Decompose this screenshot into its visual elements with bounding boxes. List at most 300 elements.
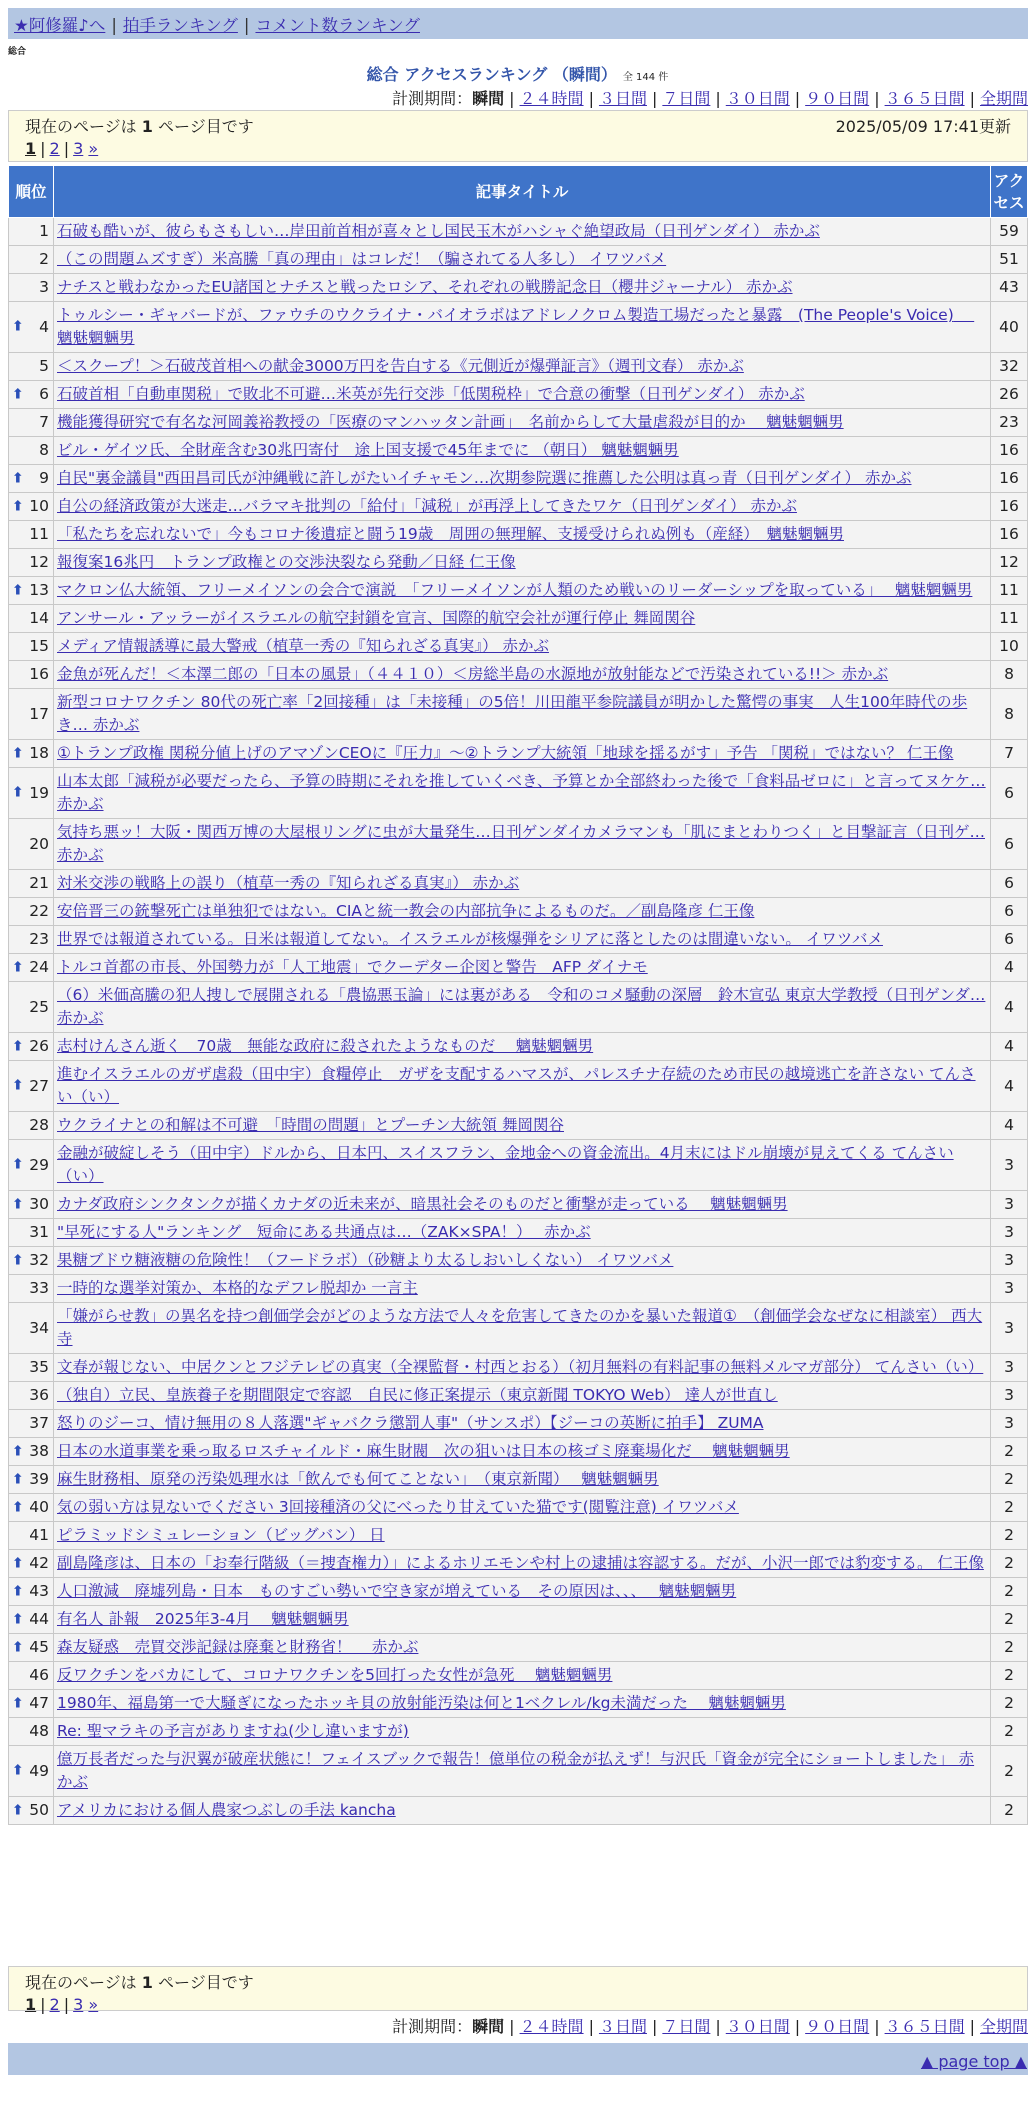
title-cell	[54, 1410, 991, 1438]
access-count: 2	[991, 1522, 1028, 1550]
rank-number: 24	[29, 958, 49, 976]
page-separator: |	[63, 139, 70, 158]
period-separator: |	[794, 2017, 801, 2036]
title-header: 記事タイトル	[54, 166, 991, 218]
page-link[interactable]: 2	[49, 139, 60, 158]
article-link[interactable]: 森友疑惑 売買交渉記録は廃棄と財務省！ 赤かぶ	[57, 1638, 419, 1656]
rank-cell	[9, 819, 54, 870]
rank-cell	[9, 577, 54, 605]
article-link[interactable]: 反ワクチンをバカにして、コロナワクチンを5回打った女性が急死 魑魅魍魎男	[57, 1666, 613, 1684]
article-link[interactable]: 副島隆彦は、日本の「お奉行階級（＝捜査権力）」によるホリエモンや村上の逮捕は容認する。だが、小沢一郎では豹変する。 仁王像	[57, 1554, 984, 1572]
access-count: 6	[991, 819, 1028, 870]
title-cell	[54, 870, 991, 898]
article-link[interactable]: "早死にする人"ランキング 短命にある共通点は…（ZAK×SPA！） 赤かぶ	[57, 1223, 591, 1241]
article-link[interactable]: 機能獲得研究で有名な河岡義裕教授の「医療のマンハッタン計画」 名前からして大量虐殺が目的か 魑魅魍魎男	[57, 413, 844, 431]
rank-number: 36	[29, 1386, 49, 1404]
rank-cell	[9, 740, 54, 768]
rank-number: 38	[29, 1442, 49, 1460]
rank-number: 19	[29, 783, 49, 802]
rank-number: 4	[39, 317, 49, 336]
rank-up-arrow-icon: ⬆	[12, 1611, 24, 1627]
article-link[interactable]: アンサール・アッラーがイスラエルの航空封鎖を宣言、国際的航空会社が運行停止 舞岡関谷	[57, 609, 696, 627]
title-cell	[54, 661, 991, 689]
article-link[interactable]: 「私たちを忘れないで」今もコロナ後遺症と闘う19歳 周囲の無理解、支援受けられぬ例も（産経） 魑魅魍魎男	[57, 525, 844, 543]
rank-number: 8	[39, 441, 49, 459]
rank-cell	[9, 1550, 54, 1578]
article-link[interactable]: 世界では報道されている。日米は報道してない。イスラエルが核爆弾をシリアに落としたのは間違いない。 イワツバメ	[57, 930, 883, 948]
article-link[interactable]: （独自）立民、皇族養子を期間限定で容認 自民に修正案提示（東京新聞 TOKYO Web） 達人が世直し	[57, 1386, 778, 1404]
table-row	[9, 1247, 1028, 1275]
article-link[interactable]: 麻生財務相、原発の汚染処理水は「飲んでも何てことない」 （東京新聞） 魑魅魍魎男	[57, 1470, 659, 1488]
title-cell	[54, 1191, 991, 1219]
access-count: 10	[991, 633, 1028, 661]
rank-number: 37	[29, 1414, 49, 1432]
table-row	[9, 1303, 1028, 1354]
access-count: 2	[991, 1797, 1028, 1825]
period-separator: |	[588, 2017, 594, 2036]
period-option[interactable]: ２４時間	[519, 89, 584, 108]
rank-cell	[9, 1634, 54, 1662]
article-link[interactable]: 新型コロナワクチン 80代の死亡率「2回接種」は「未接種」の5倍！川田龍平参院議員が明かした驚愕の事実 人生100年時代の歩き… 赤かぶ	[57, 693, 968, 734]
access-count: 32	[991, 353, 1028, 381]
rank-number: 15	[29, 637, 49, 655]
title-cell	[54, 302, 991, 353]
table-row	[9, 1354, 1028, 1382]
rank-number: 33	[29, 1279, 49, 1297]
table-row	[9, 1410, 1028, 1438]
table-row	[9, 465, 1028, 493]
rank-cell	[9, 1275, 54, 1303]
rank-cell	[9, 1112, 54, 1140]
section-tag: 総合	[8, 47, 27, 57]
period-option[interactable]: ３日間	[598, 89, 647, 108]
article-link[interactable]: 日本の水道事業を乗っ取るロスチャイルド・麻生財閥 次の狙いは日本の核ゴミ廃棄場化だ 魑魅魍魎男	[57, 1442, 790, 1460]
title-cell	[54, 1797, 991, 1825]
access-count: 2	[991, 1578, 1028, 1606]
page-title	[0, 62, 1035, 85]
access-count: 4	[991, 954, 1028, 982]
access-count: 3	[991, 1275, 1028, 1303]
rank-number: 29	[29, 1155, 49, 1174]
access-count: 2	[991, 1746, 1028, 1797]
rank-cell	[9, 1247, 54, 1275]
rank-number: 20	[29, 834, 49, 853]
article-link[interactable]: ①トランプ政権 関税分値上げのアマゾンCEOに『圧力』～②トランプ大統領「地球を揺るがす」予告 「関税」ではない？ 仁王像	[57, 744, 954, 762]
table-row	[9, 1606, 1028, 1634]
table-row	[9, 689, 1028, 740]
page-link: 1	[25, 139, 37, 158]
article-link[interactable]: 文春が報じない、中居クンとフジテレビの真実（全裸監督・村西とおる）（初月無料の有料記事の無料メルマガ部分） てんさい（い）	[57, 1358, 984, 1376]
period-option[interactable]: 全期間	[979, 89, 1028, 108]
article-link[interactable]: 石破首相「自動車関税」で敗北不可避…米英が先行交渉「低関税枠」で合意の衝撃（日刊ゲンダイ） 赤かぶ	[57, 385, 805, 403]
title-cell	[54, 493, 991, 521]
title-cell	[54, 1382, 991, 1410]
rank-up-arrow-icon: ⬆	[12, 1583, 24, 1599]
period-separator: |	[509, 89, 515, 108]
period-option[interactable]: ３０日間	[725, 89, 790, 108]
table-row	[9, 870, 1028, 898]
rank-cell	[9, 926, 54, 954]
top-nav	[8, 8, 1028, 39]
access-count: 2	[991, 1634, 1028, 1662]
access-count: 3	[991, 1303, 1028, 1354]
access-count: 16	[991, 437, 1028, 465]
title-cell	[54, 246, 991, 274]
article-link[interactable]: 進むイスラエルのガザ虐殺（田中宇）食糧停止 ガザを支配するハマスが、パレスチナ存続のため市民の越境逃亡を許さない てんさい（い）	[57, 1065, 976, 1106]
rank-number: 30	[29, 1195, 49, 1213]
title-cell	[54, 1275, 991, 1303]
rank-number: 48	[29, 1722, 49, 1740]
period-option[interactable]: ９０日間	[805, 2017, 870, 2036]
ranking-table	[8, 165, 1028, 1825]
clap-ranking-link[interactable]: 拍手ランキング	[122, 16, 238, 35]
table-row	[9, 1275, 1028, 1303]
rank-cell	[9, 521, 54, 549]
title-cell	[54, 549, 991, 577]
title-cell	[54, 1522, 991, 1550]
rank-cell	[9, 1494, 54, 1522]
rank-number: 40	[29, 1498, 49, 1516]
table-row	[9, 1690, 1028, 1718]
table-row	[9, 1382, 1028, 1410]
rank-cell	[9, 1578, 54, 1606]
rank-up-arrow-icon: ⬆	[12, 498, 24, 514]
access-count: 3	[991, 1247, 1028, 1275]
table-row	[9, 1634, 1028, 1662]
table-row	[9, 353, 1028, 381]
access-count: 8	[991, 661, 1028, 689]
rank-number: 27	[29, 1076, 49, 1095]
article-link[interactable]: 気の弱い方は見ないでください 3回接種済の父にべったり甘えていた猫です(閲覧注意) イワツバメ	[57, 1498, 739, 1516]
table-row	[9, 1438, 1028, 1466]
article-link[interactable]: 人口激減 廃墟列島・日本 ものすごい勢いで空き家が増えている その原因は、、、 魑魅魍魎男	[57, 1582, 737, 1600]
access-header: アクセス	[991, 166, 1028, 218]
access-count: 23	[991, 409, 1028, 437]
article-link[interactable]: 金融が破綻しそう（田中宇）ドルから、日本円、スイスフラン、金地金への資金流出。4月末にはドル崩壊が見えてくる てんさい（い）	[57, 1144, 954, 1185]
article-link[interactable]: 気持ち悪ッ！大阪・関西万博の大屋根リングに虫が大量発生…日刊ゲンダイカメラマンも「肌にまとわりつく」と目撃証言（日刊ゲ… 赤かぶ	[57, 823, 985, 864]
rank-cell	[9, 437, 54, 465]
title-cell	[54, 1303, 991, 1354]
article-link[interactable]: ナチスと戦わなかったEU諸国とナチスと戦ったロシア、それぞれの戦勝記念日（櫻井ジャーナル） 赤かぶ	[57, 278, 793, 296]
rank-cell	[9, 661, 54, 689]
rank-number: 46	[29, 1666, 49, 1684]
period-separator: |	[969, 89, 975, 108]
rank-cell	[9, 954, 54, 982]
access-count: 16	[991, 493, 1028, 521]
access-count: 2	[991, 1438, 1028, 1466]
rank-number: 3	[39, 278, 49, 296]
title-cell	[54, 605, 991, 633]
rank-cell	[9, 1662, 54, 1690]
updated-time: 2025/05/09 17:41更新	[835, 117, 1011, 136]
rank-up-arrow-icon: ⬆	[12, 745, 24, 761]
rank-up-arrow-icon: ⬆	[12, 1252, 24, 1268]
rank-cell	[9, 246, 54, 274]
rank-up-arrow-icon: ⬆	[12, 1443, 24, 1459]
article-link[interactable]: メディア情報誘導に最大警戒（植草一秀の『知られざる真実』） 赤かぶ	[57, 637, 549, 655]
rank-up-arrow-icon: ⬆	[12, 582, 24, 598]
page-link[interactable]: 2	[49, 1995, 60, 2014]
rank-number: 47	[29, 1694, 49, 1712]
title-cell	[54, 689, 991, 740]
title-cell	[54, 1718, 991, 1746]
article-link[interactable]: 1980年、福島第一で大騒ぎになったホッキ貝の放射能汚染は何と1ベクレル/kg未満だった 魑魅魍魎男	[57, 1694, 786, 1712]
table-row	[9, 1191, 1028, 1219]
table-row	[9, 740, 1028, 768]
rank-cell	[9, 1219, 54, 1247]
rank-up-arrow-icon: ⬆	[12, 1471, 24, 1487]
access-count: 6	[991, 870, 1028, 898]
table-row	[9, 521, 1028, 549]
page-separator: |	[40, 139, 46, 158]
rank-number: 34	[29, 1318, 49, 1337]
rank-number: 32	[29, 1251, 49, 1269]
rank-number: 1	[39, 222, 49, 240]
period-label: 計測期間：	[392, 2017, 473, 2036]
rank-cell	[9, 1438, 54, 1466]
access-count: 3	[991, 1354, 1028, 1382]
access-count: 11	[991, 577, 1028, 605]
rank-number: 23	[29, 930, 49, 948]
access-count: 3	[991, 1410, 1028, 1438]
nav-separator: |	[243, 16, 250, 35]
title-cell	[54, 954, 991, 982]
page-links	[25, 1995, 1011, 2014]
period-separator: |	[794, 89, 801, 108]
article-link[interactable]: マクロン仏大統領、フリーメイソンの会合で演説 「フリーメイソンが人類のため戦いのリーダーシップを取っている」 魑魅魍魎男	[57, 581, 973, 599]
rank-number: 6	[39, 385, 49, 403]
period-option[interactable]: ９０日間	[805, 89, 870, 108]
next-page-link[interactable]: »	[88, 1995, 99, 2014]
rank-number: 45	[29, 1638, 49, 1656]
next-page-link[interactable]: »	[88, 139, 99, 158]
title-cell	[54, 381, 991, 409]
rank-up-arrow-icon: ⬆	[12, 1555, 24, 1571]
rank-up-arrow-icon: ⬆	[12, 1156, 24, 1173]
article-link[interactable]: 億万長者だった与沢翼が破産状態に！フェイスブックで報告！億単位の税金が払えず！与沢氏「資金が完全にショートしました」 赤かぶ	[57, 1750, 975, 1791]
access-count: 2	[991, 1662, 1028, 1690]
rank-cell	[9, 302, 54, 353]
rank-number: 25	[29, 997, 49, 1016]
period-option[interactable]: 全期間	[979, 2017, 1028, 2036]
rank-up-arrow-icon: ⬆	[12, 1077, 24, 1094]
article-link[interactable]: トルコ首都の市長、外国勢力が「人工地震」でクーデター企図と警告 AFP ダイナモ	[57, 958, 648, 976]
table-row	[9, 1219, 1028, 1247]
rank-number: 18	[29, 744, 49, 762]
table-row	[9, 1112, 1028, 1140]
article-link[interactable]: 対米交渉の戦略上の誤り（植草一秀の『知られざる真実』） 赤かぶ	[57, 874, 520, 892]
access-count: 2	[991, 1690, 1028, 1718]
rank-number: 35	[29, 1358, 49, 1376]
page-links	[25, 139, 1011, 158]
period-option[interactable]: ７日間	[662, 89, 711, 108]
table-row	[9, 1662, 1028, 1690]
rank-cell	[9, 1606, 54, 1634]
table-row	[9, 549, 1028, 577]
rank-cell	[9, 898, 54, 926]
nav-separator: |	[111, 16, 117, 35]
table-row	[9, 437, 1028, 465]
rank-cell	[9, 218, 54, 246]
title-cell	[54, 1634, 991, 1662]
rank-cell	[9, 982, 54, 1033]
period-separator: |	[874, 2017, 880, 2036]
rank-up-arrow-icon: ⬆	[12, 1499, 24, 1515]
rank-cell	[9, 409, 54, 437]
page-separator: |	[63, 1995, 70, 2014]
article-link[interactable]: 報復案16兆円 トランプ政権との交渉決裂なら発動／日経 仁王像	[57, 553, 516, 571]
rank-up-arrow-icon: ⬆	[12, 1695, 24, 1711]
title-cell	[54, 577, 991, 605]
article-link[interactable]: 自民"裏金議員"西田昌司氏が沖縄戦に許しがたいイチャモン…次期参院選に推薦した公明は真っ青（日刊ゲンダイ） 赤かぶ	[57, 469, 912, 487]
article-link[interactable]: ウクライナとの和解は不可避 「時間の問題」とプーチン大統領 舞岡関谷	[57, 1116, 564, 1134]
access-count: 43	[991, 274, 1028, 302]
rank-number: 49	[29, 1761, 49, 1780]
access-count: 12	[991, 549, 1028, 577]
period-label: 計測期間：	[392, 89, 473, 108]
article-link[interactable]: 志村けんさん逝く 70歳 無能な政府に殺されたようなものだ 魑魅魍魎男	[57, 1037, 594, 1055]
rank-up-arrow-icon: ⬆	[12, 1802, 24, 1818]
rank-number: 41	[29, 1526, 49, 1544]
table-row	[9, 1746, 1028, 1797]
period-option[interactable]: ３６５日間	[884, 89, 965, 108]
rank-cell	[9, 549, 54, 577]
page-top-link[interactable]: ▲ page top ▲	[920, 2052, 1027, 2071]
pager-top	[8, 110, 1028, 162]
article-link[interactable]: 「嫌がらせ教」の異名を持つ創価学会がどのような方法で人々を危害してきたのかを暴いた報道① （創価学会なぜなに相談室） 西大寺	[57, 1307, 983, 1348]
rank-cell	[9, 768, 54, 819]
period-option[interactable]: ２４時間	[519, 2017, 584, 2036]
table-row	[9, 1522, 1028, 1550]
period-separator: |	[969, 2017, 975, 2036]
access-count: 2	[991, 1606, 1028, 1634]
period-option[interactable]: ３日間	[598, 2017, 647, 2036]
rank-number: 9	[39, 469, 49, 487]
article-link[interactable]: 一時的な選挙対策か、本格的なデフレ脱却か 一言主	[57, 1279, 418, 1297]
rank-number: 26	[29, 1037, 49, 1055]
table-row	[9, 954, 1028, 982]
rank-up-arrow-icon: ⬆	[12, 1762, 24, 1779]
period-separator: |	[715, 2017, 721, 2036]
title-cell	[54, 1466, 991, 1494]
rank-up-arrow-icon: ⬆	[12, 470, 24, 486]
current-page-text: 現在のページは 1 ページ目です	[25, 117, 254, 136]
rank-number: 11	[29, 525, 49, 543]
title-cell	[54, 1494, 991, 1522]
rank-number: 2	[39, 250, 49, 268]
article-link[interactable]: ビル・ゲイツ氏、全財産含む30兆円寄付 途上国支援で45年までに （朝日） 魑魅魍魎男	[57, 441, 679, 459]
period-separator: |	[874, 89, 880, 108]
access-count: 59	[991, 218, 1028, 246]
table-row	[9, 302, 1028, 353]
period-option: 瞬間	[472, 89, 505, 108]
article-link[interactable]: ＜スクープ！＞石破茂首相への献金3000万円を告白する《元側近が爆弾証言》（週刊文春） 赤かぶ	[57, 357, 744, 375]
article-link[interactable]: （この問題ムズすぎ）米高騰「真の理由」はコレだ！（騙されてる人多し） イワツバメ	[57, 250, 667, 268]
comment-ranking-link[interactable]: コメント数ランキング	[255, 16, 420, 35]
title-cell	[54, 982, 991, 1033]
article-link[interactable]: 果糖ブドウ糖液糖の危険性！（フードラボ）（砂糖より太るしおいしくない） イワツバメ	[57, 1251, 674, 1269]
page-separator: |	[40, 1995, 46, 2014]
rank-cell	[9, 1690, 54, 1718]
rank-number: 21	[29, 874, 49, 892]
access-count: 8	[991, 689, 1028, 740]
page-link[interactable]: 3	[73, 1995, 84, 2014]
article-link[interactable]: 怒りのジーコ、情け無用の８人落選"ギャバクラ懲罰人事"（サンスポ）【ジーコの英断に拍手】 ZUMA	[57, 1414, 764, 1432]
access-count: 4	[991, 1061, 1028, 1112]
article-link[interactable]: 自公の経済政策が大迷走…バラマキ批判の「給付」「減税」が再浮上してきたワケ（日刊ゲンダイ） 赤かぶ	[57, 497, 797, 515]
article-link[interactable]: トゥルシー・ギャバードが、ファウチのウクライナ・バイオラボはアドレノクロム製造工場だったと暴露 (The People's Voice) 魑魅魍魎男	[57, 306, 975, 347]
rank-number: 13	[29, 581, 49, 599]
access-count: 6	[991, 768, 1028, 819]
rank-header: 順位	[9, 166, 54, 218]
rank-number: 5	[39, 357, 49, 375]
table-row	[9, 1494, 1028, 1522]
rank-cell	[9, 1191, 54, 1219]
rank-cell	[9, 1303, 54, 1354]
period-option[interactable]: ３０日間	[725, 2017, 790, 2036]
pager-bottom	[8, 1966, 1028, 2014]
article-link[interactable]: 安倍晋三の銃撃死亡は単独犯ではない。CIAと統一教会の内部抗争によるものだ。／副島隆彦 仁王像	[57, 902, 755, 920]
access-count: 2	[991, 1718, 1028, 1746]
rank-number: 7	[39, 413, 49, 431]
article-link[interactable]: 山本太郎「減税が必要だったら、予算の時期にそれを推していくべき、予算とか全部終わった後で「食料品ゼロに」と言ってヌケケ… 赤かぶ	[57, 772, 986, 813]
rank-cell	[9, 1797, 54, 1825]
article-link[interactable]: アメリカにおける個人農家つぶしの手法 kancha	[57, 1801, 396, 1819]
rank-cell	[9, 274, 54, 302]
total-count: 全 144 件	[622, 72, 669, 83]
article-link[interactable]: 有名人 訃報 2025年3-4月 魑魅魍魎男	[57, 1610, 349, 1628]
rank-cell	[9, 1382, 54, 1410]
table-row	[9, 633, 1028, 661]
rank-up-arrow-icon: ⬆	[12, 318, 24, 335]
table-row	[9, 218, 1028, 246]
title-cell	[54, 1033, 991, 1061]
article-link[interactable]: Re: 聖マラキの予言がありますね(少し違いますが)	[57, 1722, 409, 1740]
table-row	[9, 1550, 1028, 1578]
access-count: 16	[991, 465, 1028, 493]
title-cell	[54, 926, 991, 954]
page-link[interactable]: 3	[73, 139, 84, 158]
table-header-row	[9, 166, 1028, 218]
article-link[interactable]: 金魚が死んだ！＜本澤二郎の「日本の風景」（４４１０）＜房総半島の水源地が放射能などで汚染されている!!＞ 赤かぶ	[57, 665, 889, 683]
title-cell	[54, 1746, 991, 1797]
article-link[interactable]: カナダ政府シンクタンクが描くカナダの近未来が、暗黒社会そのものだと衝撃が走っている 魑魅魍魎男	[57, 1195, 788, 1213]
table-row	[9, 381, 1028, 409]
rank-number: 12	[29, 553, 49, 571]
table-row	[9, 768, 1028, 819]
access-count: 3	[991, 1219, 1028, 1247]
footer-bar	[8, 2043, 1028, 2075]
period-option[interactable]: ３６５日間	[884, 2017, 965, 2036]
period-separator: |	[651, 2017, 658, 2036]
access-count: 3	[991, 1382, 1028, 1410]
access-count: 26	[991, 381, 1028, 409]
title-cell	[54, 768, 991, 819]
title-cell	[54, 1061, 991, 1112]
table-row	[9, 1140, 1028, 1191]
rank-cell	[9, 1061, 54, 1112]
rank-number: 31	[29, 1223, 49, 1241]
article-link[interactable]: ピラミッドシミュレーション（ビッグバン） 日	[57, 1526, 385, 1544]
article-link[interactable]: （6）米価高騰の犯人捜しで展開される「農協悪玉論」には裏がある 令和のコメ騒動の深層 鈴木宣弘 東京大学教授（日刊ゲンダ… 赤かぶ	[57, 986, 986, 1027]
rank-number: 22	[29, 902, 49, 920]
title-cell	[54, 740, 991, 768]
rank-number: 39	[29, 1470, 49, 1488]
home-link[interactable]: ★阿修羅♪へ	[14, 16, 106, 35]
access-count: 4	[991, 1112, 1028, 1140]
period-option[interactable]: ７日間	[662, 2017, 711, 2036]
article-link[interactable]: 石破も酷いが、彼らもさもしい…岸田前首相が喜々とし国民玉木がハシャぐ絶望政局（日刊ゲンダイ） 赤かぶ	[57, 222, 820, 240]
